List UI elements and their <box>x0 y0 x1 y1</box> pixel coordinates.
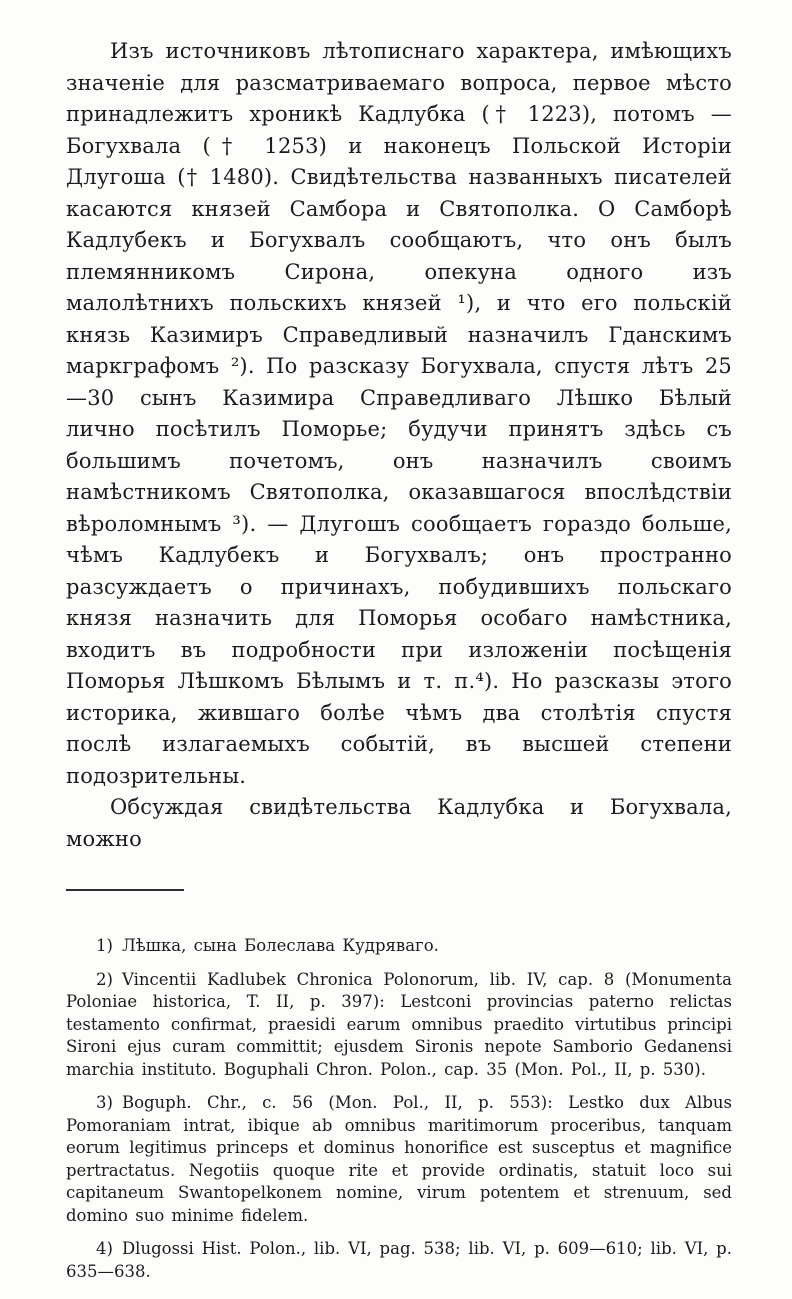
footnote-text: Vincentii Kadlubek Chronica Polonorum, lib. IV, cap. 8 (Monumenta Poloniae historica, T. II, p. 397): Lestconi provincias paterno relictas testamento confirmat, praesidi earum omnibus praedito virtutibus principi Sironi ejus curam committit; ejusdem Sironis nepote Samborio Gedanensi marchia instituto. Boguphali Chron. Polon., cap. 35 (Mon. Pol., II, p. 530). <box>66 969 732 1079</box>
footnote-label: 1) <box>96 936 113 955</box>
footnote <box>66 935 732 958</box>
footnote-text: Лѣшка, сына Болеслава Кудряваго. <box>121 936 439 955</box>
footnote-text: Dlugossi Hist. Polon., lib. VI, pag. 538; lib. VI, p. 609—610; lib. VI, p. 635—638. <box>66 1239 732 1281</box>
paragraph: Обсуждая свидѣтельства Кадлубка и Богухвала, можно <box>66 795 732 851</box>
main-text <box>66 36 732 855</box>
paragraph: Изъ источниковъ лѣтописнаго характера, имѣющихъ значеніе для разсматриваемаго вопроса, первое мѣсто принадлежитъ хроникѣ Кадлубка († 1223), потомъ — Богухвала († 1253) и наконецъ Польской Исторіи Длугоша († 1480). Свидѣтельства названныхъ писателей касаются князей Самбора и Святополка. О Самборѣ Кадлубекъ и Богухвалъ сообщаютъ, что онъ былъ племянникомъ Сирона, опекуна одного изъ малолѣтнихъ польскихъ князей ¹), и что его польскій князь Казимиръ Справедливый назначилъ Гданскимъ маркграфомъ ²). По разсказу Богухвала, спустя лѣтъ 25—30 сынъ Казимира Справедливаго Лѣшко Бѣлый лично посѣтилъ Поморье; будучи принятъ здѣсь съ большимъ почетомъ, онъ назначилъ своимъ намѣстникомъ Святополка, оказавшагося впослѣдствіи вѣроломнымъ ³). — Длугошъ сообщаетъ гораздо больше, чѣмъ Кадлубекъ и Богухвалъ; онъ пространно разсуждаетъ о причинахъ, побудившихъ польскаго князя назначить для Поморья особаго намѣстника, входитъ въ подробности при изложеніи посѣщенія Поморья Лѣшкомъ Бѣлымъ и т. п.⁴). Но разсказы этого историка, жившаго болѣе чѣмъ два столѣтія спустя послѣ излагаемыхъ событій, въ высшей степени подозрительны. <box>66 39 732 788</box>
footnote-label: 4) <box>96 1239 113 1258</box>
footnotes-section <box>66 935 732 1283</box>
footnote <box>66 1238 732 1283</box>
footnote <box>66 969 732 1082</box>
footnote-separator <box>66 889 184 891</box>
footnote-text: Boguph. Chr., c. 56 (Mon. Pol., II, p. 553): Lestko dux Albus Pomoraniam intrat, ibique ab omnibus maritimorum proceribus, tanquam eorum legitimus princeps et dominus honorifice est susceptus et magnifice pertractatus. Negotiis quoque rite et provide ordinatis, statuit loco sui capitaneum Swantopelkonem nomine, virum potentem et strenuum, sed domino suo minime fidelem. <box>66 1093 732 1225</box>
footnote-label: 3) <box>96 1093 113 1112</box>
footnote <box>66 1092 732 1227</box>
footnote-label: 2) <box>96 969 113 989</box>
